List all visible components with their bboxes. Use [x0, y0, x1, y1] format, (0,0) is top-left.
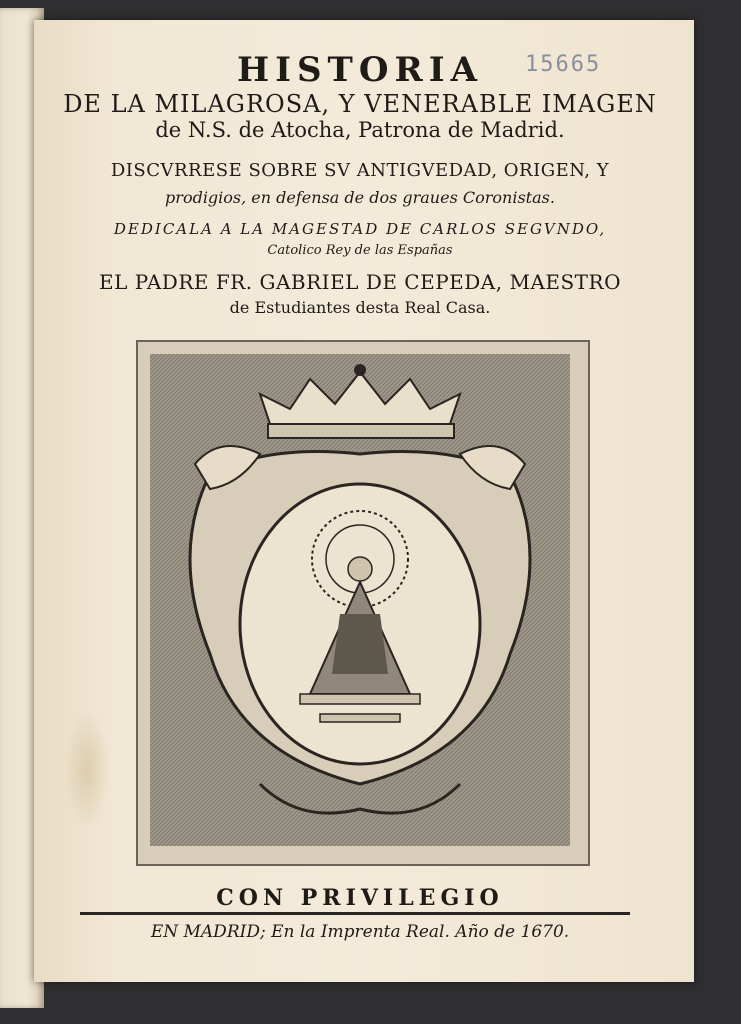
discourse-line-2: prodigios, en defensa de dos graues Coronistas.	[165, 188, 555, 207]
divider-rule	[80, 912, 630, 915]
author-line-1: EL PADRE FR. GABRIEL DE CEPEDA, MAESTRO	[99, 270, 621, 294]
author-line-2: de Estudiantes desta Real Casa.	[229, 298, 491, 317]
water-stain	[64, 710, 110, 830]
subtitle-line-2: de N.S. de Atocha, Patrona de Madrid.	[155, 118, 565, 142]
subtitle-line-1: DE LA MILAGROSA, Y VENERABLE IMAGEN	[63, 90, 657, 118]
virgin-of-atocha-engraving	[150, 354, 570, 846]
discourse-line-1: DISCVRRESE SOBRE SV ANTIGVEDAD, ORIGEN, Y	[110, 160, 610, 181]
dedication-line-1: DEDICALA A LA MAGESTAD DE CARLOS SEGVNDO,	[113, 220, 607, 238]
imprint-line: EN MADRID; En la Imprenta Real. Año de 1670.	[150, 922, 570, 942]
dedication-line-2: Catolico Rey de las Españas	[267, 243, 453, 258]
library-stamp-number: 15665	[525, 52, 602, 77]
privilege-notice: CON PRIVILEGIO	[216, 885, 504, 911]
book-title: HISTORIA	[236, 50, 484, 90]
